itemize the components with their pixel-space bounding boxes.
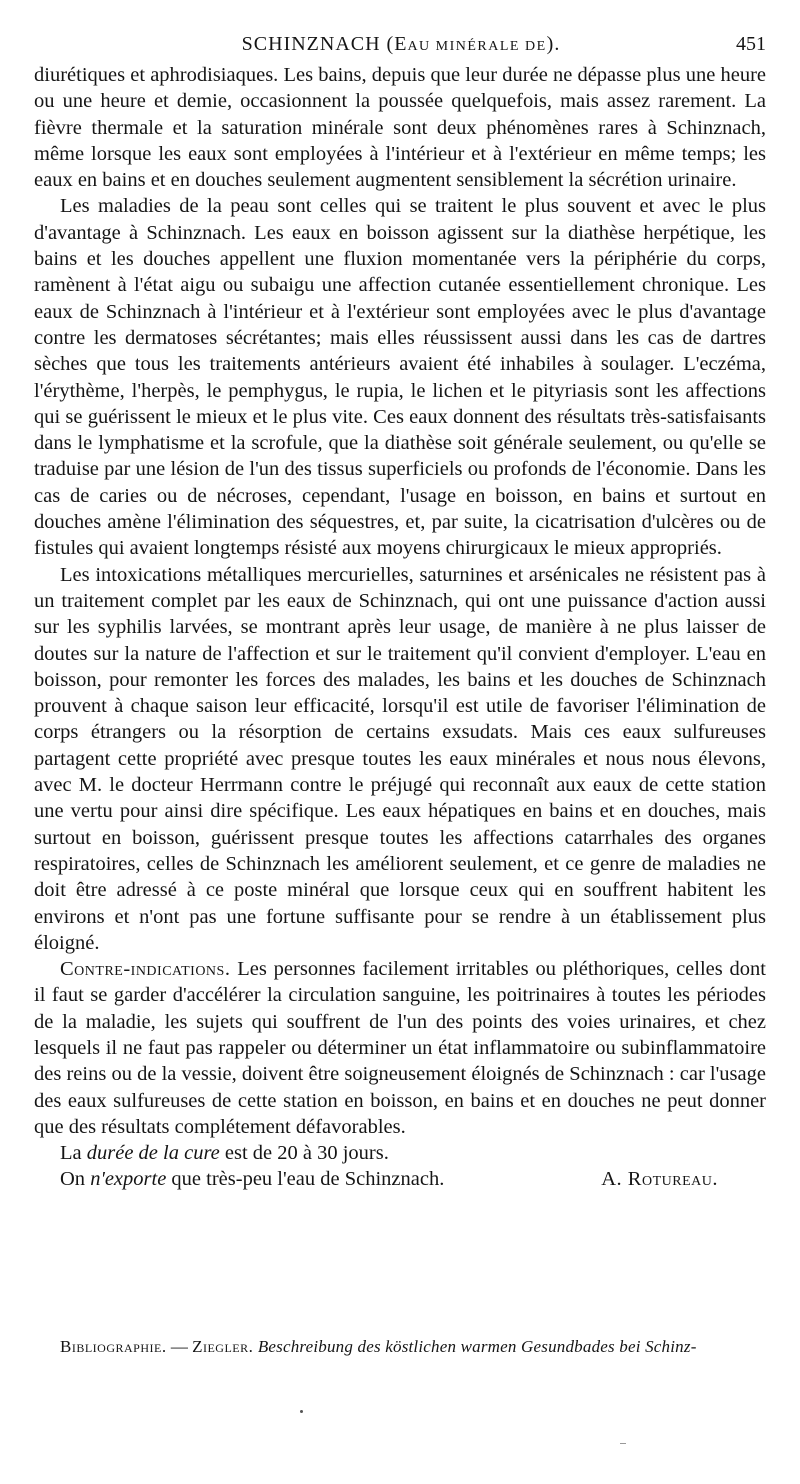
page-header	[36, 30, 766, 58]
contraindications-text: Les personnes facilement irritables ou pléthoriques, celles dont il faut se garder d'accélérer la circulation sanguine, les poitrinaires à toutes les périodes de la maladie, les sujets qui souffrent de l'un des points des voies urinaires, et chez lesquels il ne faut pas rappeler ou déterminer un état inflammatoire ou subinflammatoire des reins ou de la vessie, doivent être soigneusement éloignés de Schinznach : car l'usage des eaux sulfureuses de cette station en boisson, en bains et en douches ne peut donner que des résultats complétement défavorables.	[34, 958, 766, 1138]
running-title-end: ).	[546, 33, 561, 55]
body-text	[34, 62, 766, 1193]
bibliography-label: Bibliographie.	[60, 1337, 167, 1356]
scan-speck	[620, 1443, 626, 1444]
running-title-main: SCHINZNACH (E	[241, 33, 408, 55]
export-emphasis: n'exporte	[90, 1168, 167, 1191]
cure-duration-suffix: est de 20 à 30 jours.	[219, 1142, 389, 1165]
cure-duration-emphasis: durée de la cure	[86, 1142, 220, 1165]
bibliography-author: Ziegler.	[192, 1337, 254, 1356]
paragraph-skin-diseases: Les maladies de la peau sont celles qui se traitent le plus souvent et avec le plus d'avantage à Schinznach. Les eaux en boisson agissent sur la diathèse herpétique, les bains et les douches appellent une fluxion momentanée vers la périphérie du corps, ramènent à l'état aigu ou subaigu une affection cutanée essentiellement chronique. Les eaux de Schinznach à l'intérieur et à l'extérieur sont employées avec le plus d'avantage contre les dermatoses sécrétantes; mais elles réussissent aussi dans les cas de dartres sèches que tous les traitements antérieurs avaient été inhabiles à soulager. L'eczéma, l'érythème, l'herpès, le pemphygus, le rupia, le lichen et le pityriasis sont les affections qui se guérissent le mieux et le plus vite. Ces eaux donnent des résultats très-satisfaisants dans le lymphatisme et la scrofule, que la diathèse soit générale seulement, ou qu'elle se traduise par une lésion de l'un des tissus superficiels ou profonds de l'économie. Dans les cas de caries ou de nécroses, cependant, l'usage en boisson, en bains et surtout en douches amène l'élimination des séquestres, et, par suite, la cicatrisation d'ulcères ou de fistules qui avaient longtemps résisté aux moyens chirurgicaux le mieux appropriés.	[34, 195, 766, 560]
bibliography-dash: —	[166, 1337, 193, 1356]
running-title-small-caps: AU MINÉRALE DE	[407, 39, 547, 54]
paragraph-cure-duration	[34, 1140, 766, 1166]
export-suffix: que très-peu l'eau de Schinznach.	[166, 1168, 445, 1191]
export-prefix: On	[60, 1168, 91, 1191]
paragraph-diuretic: diurétiques et aphrodisiaques. Les bains, depuis que leur durée ne dépasse plus une heure ou une heure et demie, occasionnent la poussée quelquefois, mais assez rarement. La fièvre thermale et la saturation minérale sont deux phénomènes rares à Schinznach, même lorsque les eaux sont employées à l'intérieur et à l'extérieur en même temps; les eaux en bains et en douches seulement augmentent sensiblement la sécrétion urinaire.	[34, 64, 766, 192]
page-number: 451	[736, 33, 766, 55]
paragraph-contraindications	[34, 956, 766, 1140]
paragraph-export	[34, 1166, 766, 1192]
scan-speck	[300, 1410, 303, 1413]
contraindications-label: Contre-indications.	[60, 958, 231, 981]
running-title	[36, 30, 766, 61]
bibliography-title: Beschreibung des köstlichen warmen Gesundbades bei Schinz-	[253, 1337, 697, 1356]
author-signature: A. Rotureau.	[601, 1168, 718, 1191]
cure-duration-prefix: La	[60, 1142, 87, 1165]
bibliography-line	[60, 1335, 780, 1359]
paragraph-intoxications: Les intoxications métalliques mercurielles, saturnines et arsénicales ne résistent pas à un traitement complet par les eaux de Schinznach, qui ont une puissance d'action aussi sur les syphilis larvées, se montrant après leur usage, de manière à ne plus laisser de doutes sur la nature de l'affection et sur le traitement qu'il convient d'employer. L'eau en boisson, pour remonter les forces des malades, les bains et les douches de Schinznach prouvent à chaque saison leur efficacité, lorsqu'il est utile de favoriser l'élimination de corps étrangers ou la résorption de certains exsudats. Mais ces eaux sulfureuses partagent cette propriété avec presque toutes les eaux minérales et nous nous élevons, avec M. le docteur Herrmann contre le préjugé qui reconnaît aux eaux de cette station une vertu pour ainsi dire spécifique. Les eaux hépatiques en bains et en douches, mais surtout en boisson, guérissent presque toutes les affections catarrhales des organes respiratoires, celles de Schinznach les améliorent seulement, et ce genre de maladies ne doit être adressé à ce poste minéral que lorsque ceux qui en souffrent habitent les environs et n'ont pas une fortune suffisante pour se rendre à un établissement plus éloigné.	[34, 563, 766, 954]
